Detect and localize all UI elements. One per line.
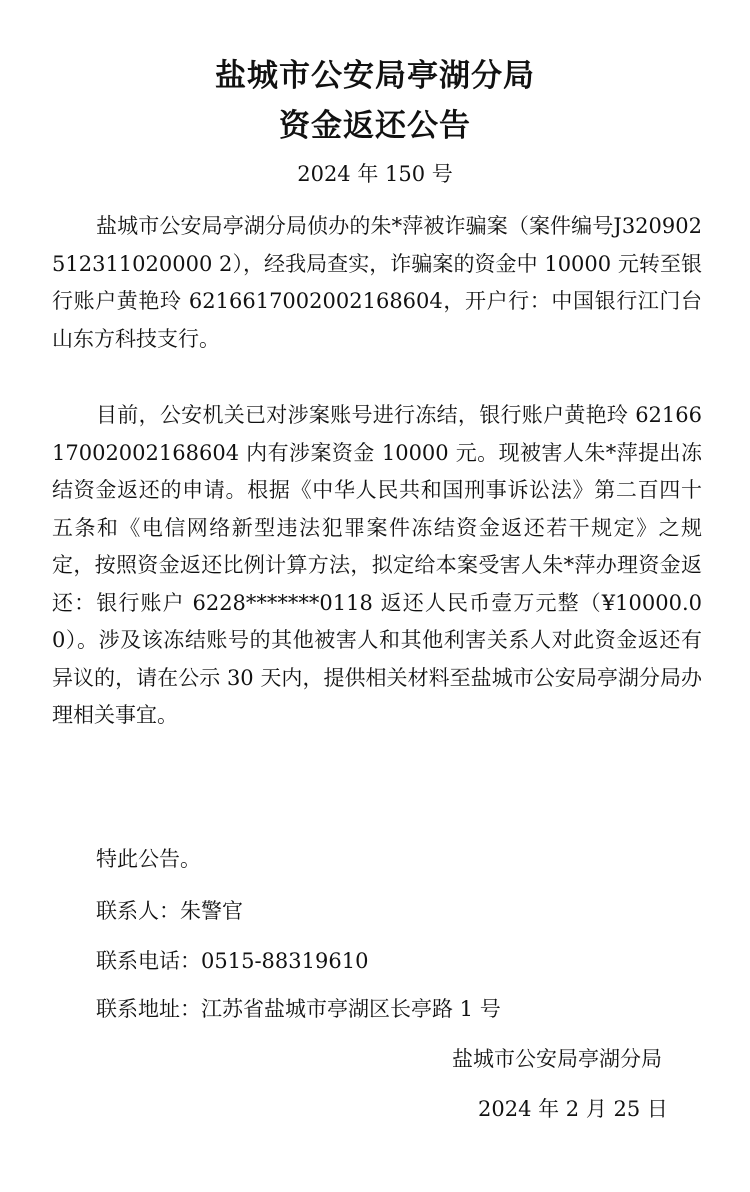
contact-phone: 联系电话：0515-88319610 [96,949,369,973]
body-paragraph-2: 目前，公安机关已对涉案账号进行冻结，银行账户黄艳玲 6216617002002168604 内有涉案资金 10000 元。现被害人朱*萍提出冻结资金返还的申请。根据《中华人民共和国刑事诉讼法》第二百四十五条和《电信网络新型违法犯罪案件冻结资金返还若干规定》之规定，按照资金返还比例计算方法，拟定给本案受害人朱*萍办理资金返还：银行账户 6228*******0118 返还人民币壹万元整（¥10000.00）。涉及该冻结账号的其他被害人和其他利害关系人对此资金返还有异议的，请在公示 30 天内，提供相关材料至盐城市公安局亭湖分局办理相关事宜。 [52,403,702,727]
contact-person: 联系人：朱警官 [96,899,243,923]
closing-statement: 特此公告。 [96,847,201,871]
signature-date: 2024 年 2 月 25 日 [478,1097,668,1121]
document-subtitle: 资金返还公告 [279,108,471,144]
contact-address: 联系地址：江苏省盐城市亭湖区长亭路 1 号 [96,997,501,1021]
body-paragraph-1: 盐城市公安局亭湖分局侦办的朱*萍被诈骗案（案件编号J320902512311020000 2），经我局查实，诈骗案的资金中 10000 元转至银行账户黄艳玲 6216617002002168604，开户行：中国银行江门台山东方科技支行。 [52,214,702,351]
signature-organization: 盐城市公安局亭湖分局 [452,1047,662,1071]
document-number: 2024 年 150 号 [297,162,453,186]
document-title: 盐城市公安局亭湖分局 [215,58,535,94]
